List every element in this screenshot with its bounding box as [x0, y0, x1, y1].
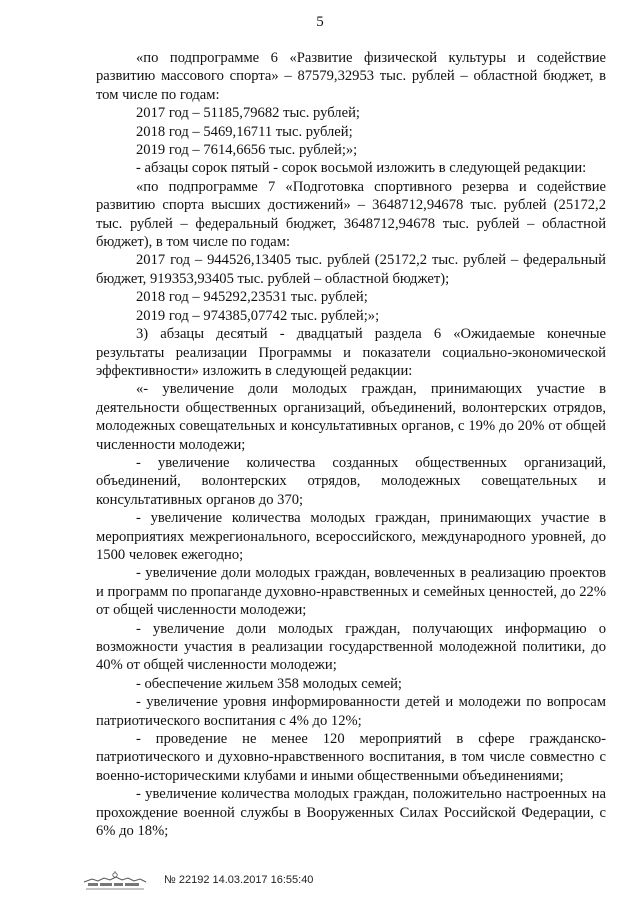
paragraph: - увеличение доли молодых граждан, получающих информацию о возможности участия в реализации государственной молодежной политики, до 40% от общей численности молодежи; — [96, 620, 606, 674]
paragraph: 2019 год – 974385,07742 тыс. рублей;»; — [136, 307, 380, 324]
paragraph: - увеличение количества молодых граждан, принимающих участие в мероприятиях межрегионального, всероссийского, международного уровней, до 1500 человек ежегодно; — [96, 510, 606, 563]
paragraph: «- увеличение доли молодых граждан, принимающих участие в деятельности общественных организаций, объединений, волонтерских отрядов, молодежных совещательных и консультативных органов, с 19% до 20% от общей численности молодежи; — [96, 381, 606, 453]
paragraph: 2018 год – 5469,16711 тыс. рублей; — [136, 123, 353, 140]
paragraph: 3) абзацы десятый - двадцатый раздела 6 «Ожидаемые конечные результаты реализации Программы и показатели социально-экономической эффективности» изложить в следующей редакции: — [96, 326, 606, 379]
document-registration-id: № 22192 14.03.2017 16:55:40 — [164, 874, 314, 886]
paragraph: - обеспечение жильем 358 молодых семей; — [136, 675, 402, 692]
document-footer — [82, 870, 382, 892]
paragraph: - увеличение доли молодых граждан, вовлеченных в реализацию проектов и программ по пропаганде духовно-нравственных и семейных ценностей, до 22% от общей численности молодежи; — [96, 565, 606, 619]
paragraph: - проведение не менее 120 мероприятий в сфере гражданско-патриотического и духовно-нравственного воспитания, в том числе совместно с военно-историческими клубами и иными общественными объединениями; — [96, 731, 606, 784]
paragraph: 2018 год – 945292,23531 тыс. рублей; — [136, 289, 368, 306]
paragraph: - увеличение уровня информированности детей и молодежи по вопросам патриотического воспитания с 4% до 12%; — [96, 694, 606, 729]
paragraph: 2017 год – 944526,13405 тыс. рублей (25172,2 тыс. рублей – федеральный бюджет, 919353,93405 тыс. рублей – областной бюджет); — [96, 252, 606, 287]
paragraph: - увеличение количества созданных общественных организаций, объединений, волонтерских отрядов, молодежных совещательных и консультативных органов до 370; — [96, 454, 606, 508]
document-body — [96, 49, 606, 840]
paragraph: «по подпрограмме 7 «Подготовка спортивного резерва и содействие развитию спорта высших достижений» – 3648712,94678 тыс. рублей (25172,2 тыс. рублей – федеральный бюджет, 3648712,94678 тыс. рублей – областной бюджет), в том числе по годам: — [96, 178, 606, 251]
registry-stamp-icon — [82, 870, 148, 892]
paragraph: 2017 год – 51185,79682 тыс. рублей; — [136, 105, 360, 122]
page-number: 5 — [316, 14, 324, 30]
paragraph: «по подпрограмме 6 «Развитие физической культуры и содействие развитию массового спорта» – 87579,32953 тыс. рублей – областной бюджет, в том числе по годам: — [96, 50, 606, 103]
paragraph: - абзацы сорок пятый - сорок восьмой изложить в следующей редакции: — [136, 160, 587, 177]
paragraph: - увеличение количества молодых граждан, положительно настроенных на прохождение военной службы в Вооруженных Силах Российской Федерации, с 6% до 18%; — [96, 786, 606, 840]
paragraph: 2019 год – 7614,6656 тыс. рублей;»; — [136, 142, 358, 159]
